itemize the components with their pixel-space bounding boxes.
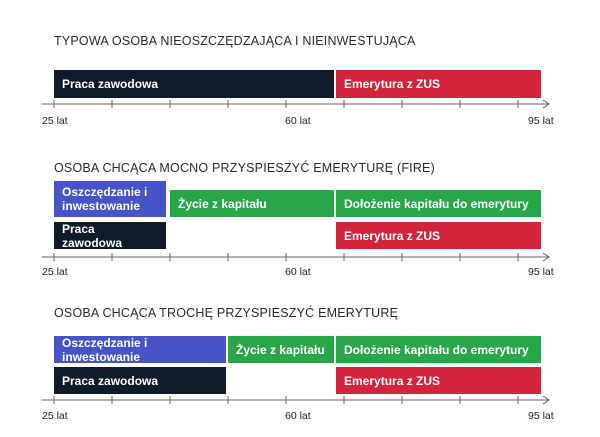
section-2-capital-bar: Życie z kapitału (170, 190, 334, 217)
section-2-saving-bar: Oszczędzanie i inwestowanie (54, 181, 166, 217)
section-2-title: OSOBA CHCĄCA MOCNO PRZYSPIESZYĆ EMERYTURĘ (FIRE) (54, 161, 435, 175)
section-1-title: TYPOWA OSOBA NIEOSZCZĘDZAJĄCA I NIEINWESTUJĄCA (54, 34, 416, 48)
section-3-tick-60: 60 lat (285, 410, 311, 422)
section-2-tick-60: 60 lat (285, 266, 311, 278)
section-3-title: OSOBA CHCĄCA TROCHĘ PRZYSPIESZYĆ EMERYTURĘ (54, 306, 399, 320)
section-2-tick-95: 95 lat (528, 266, 554, 278)
section-2-topup-bar: Dołożenie kapitału do emerytury (336, 190, 541, 217)
section-3-tick-95: 95 lat (528, 410, 554, 422)
section-1-tick-25: 25 lat (42, 115, 68, 127)
section-2-pension-bar: Emerytura z ZUS (336, 222, 541, 249)
section-2-career-bar: Praca zawodowa (54, 222, 166, 249)
section-1-career-bar: Praca zawodowa (54, 70, 334, 98)
section-3-career-bar: Praca zawodowa (54, 367, 226, 394)
section-3-tick-25: 25 lat (42, 410, 68, 422)
section-3-pension-bar: Emerytura z ZUS (336, 367, 541, 394)
section-3-capital-bar: Życie z kapitału (228, 336, 334, 363)
section-1-pension-bar: Emerytura z ZUS (336, 70, 541, 98)
section-1-tick-95: 95 lat (528, 115, 554, 127)
section-3-saving-bar: Oszczędzanie i inwestowanie (54, 336, 226, 363)
section-1-tick-60: 60 lat (285, 115, 311, 127)
section-3-topup-bar: Dołożenie kapitału do emerytury (336, 336, 541, 363)
section-2-tick-25: 25 lat (42, 266, 68, 278)
